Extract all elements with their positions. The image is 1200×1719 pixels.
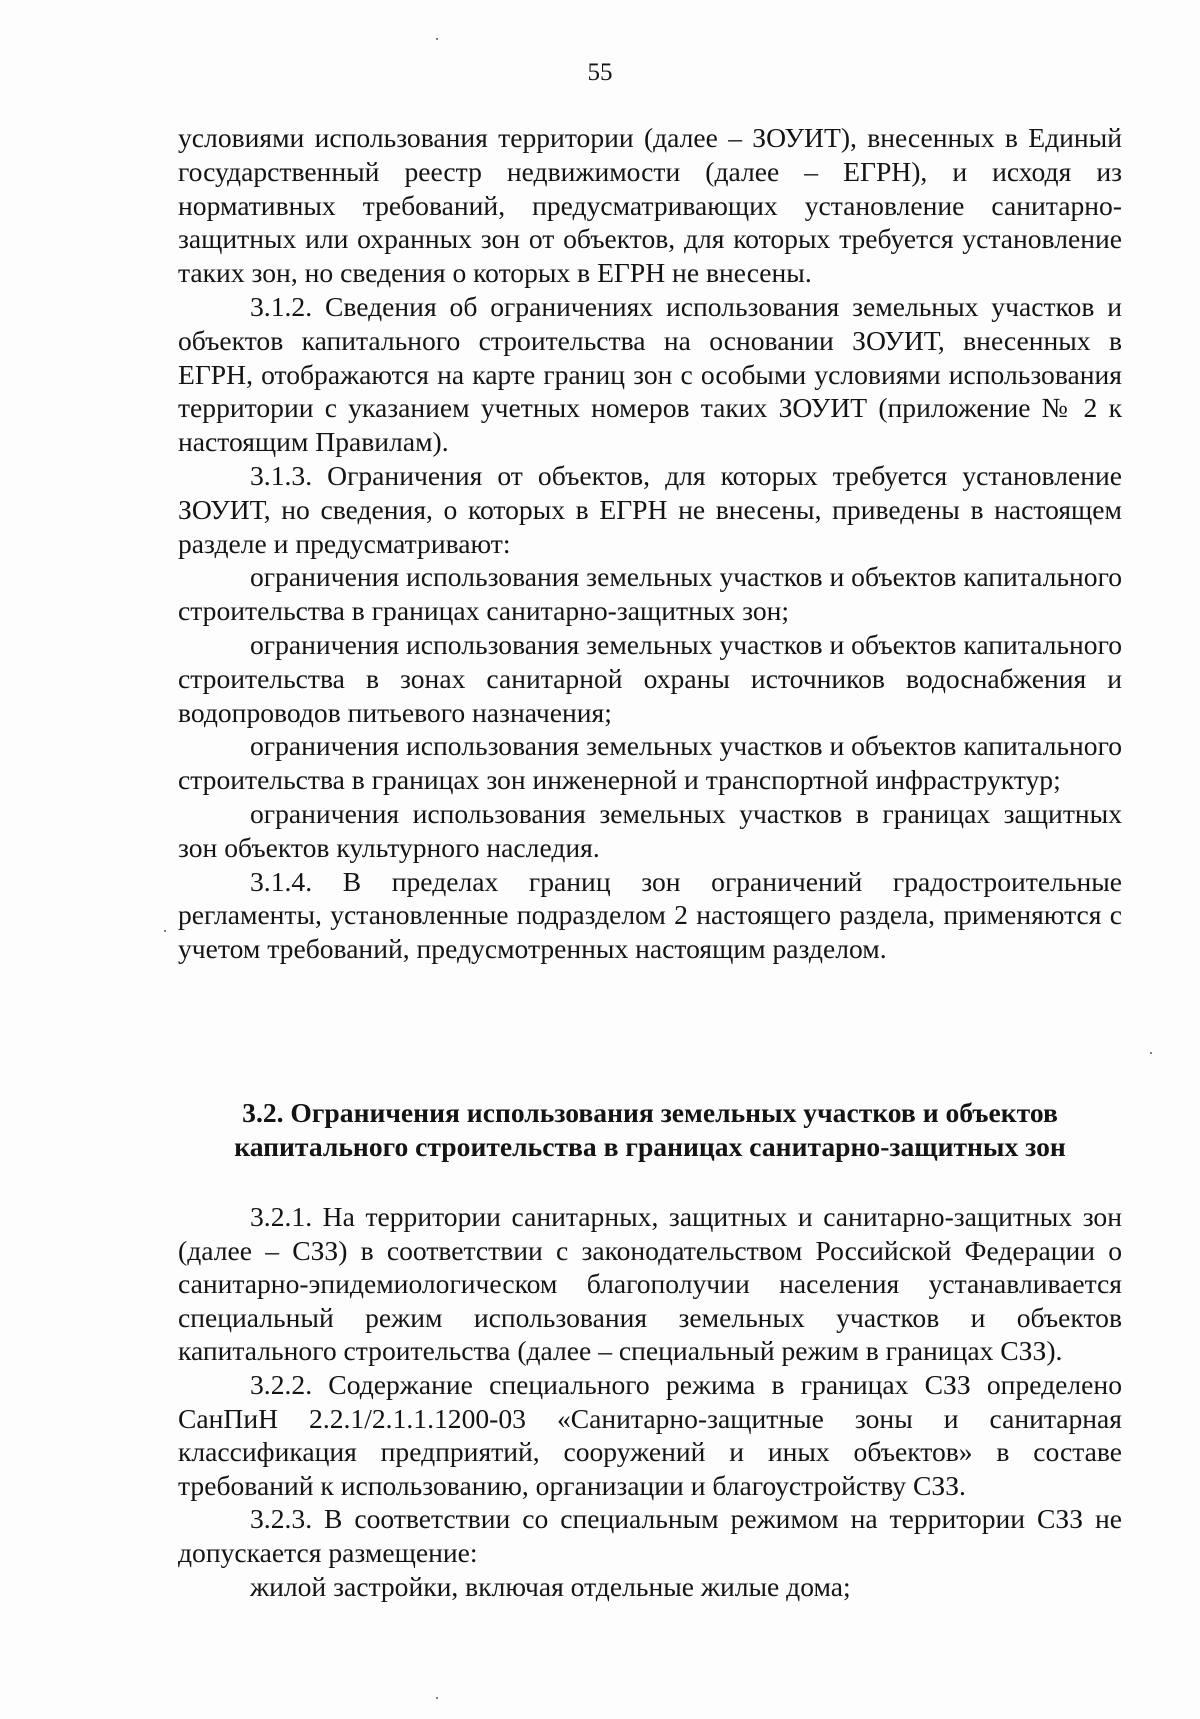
list-item-infrastructure: ограничения использования земельных участков и объектов капитального строительства в границах зон инженерной и транспортной инфраструктур; [178,730,1122,796]
list-item-cultural-heritage: ограничения использования земельных участков в границах защитных зон объектов культурного наследия. [178,797,1122,863]
paragraph-3-1-4: 3.1.4. В пределах границ зон ограничений градостроительные регламенты, установленные подразделом 2 настоящего раздела, применяются с учетом требований, предусмотренных настоящим разделом. [178,865,1122,965]
scan-speck [1150,1052,1152,1054]
scan-speck [164,930,166,932]
paragraph-3-2-2: 3.2.2. Содержание специального режима в границах СЗЗ определено СанПиН 2.2.1/2.1.1.1200-03 «Санитарно-защитные зоны и санитарная классификация предприятий, сооружений и иных объектов» в составе требований к использованию, организации и благоустройству СЗЗ. [178,1368,1122,1501]
body-text-section-3-1 [178,121,1122,966]
paragraph-3-2-1: 3.2.1. На территории санитарных, защитных и санитарно-защитных зон (далее – СЗЗ) в соответствии с законодательством Российской Федерации о санитарно-эпидемиологическом благополучии населения устанавливается специальный режим использования земельных участков и объектов капитального строительства (далее – специальный режим в границах СЗЗ). [178,1201,1122,1367]
scan-speck [436,38,438,40]
body-text-section-3-2 [178,1200,1122,1603]
paragraph-zouit-continuation: условиями использования территории (далее – ЗОУИТ), внесенных в Единый государственный реестр недвижимости (далее – ЕГРН), и исходя из нормативных требований, предусматривающих установление санитарно-защитных или охранных зон от объектов, для которых требуется установление таких зон, но сведения о которых в ЕГРН не внесены. [178,122,1122,289]
list-item-water-protection: ограничения использования земельных участков и объектов капитального строительства в зонах санитарной охраны источников водоснабжения и водопроводов питьевого назначения; [178,628,1122,728]
paragraph-3-1-2: 3.1.2. Сведения об ограничениях использования земельных участков и объектов капитального строительства на основании ЗОУИТ, внесенных в ЕГРН, отображаются на карте границ зон с особыми условиями использования территории с указанием учетных номеров таких ЗОУИТ (приложение № 2 к настоящим Правилам). [178,290,1122,458]
scan-speck [436,1697,438,1699]
list-item-residential: жилой застройки, включая отдельные жилые дома; [250,1570,851,1602]
paragraph-3-1-3: 3.1.3. Ограничения от объектов, для которых требуется установление ЗОУИТ, но сведения, о которых в ЕГРН не внесены, приведены в настоящем разделе и предусматривают: [178,459,1122,559]
list-item-sanitary-zones: ограничения использования земельных участков и объектов капитального строительства в границах санитарно-защитных зон; [178,561,1122,627]
heading-line-2: капитального строительства в границах санитарно-защитных зон [234,1131,1066,1162]
page-number: 55 [587,59,613,86]
paragraph-3-2-3: 3.2.3. В соответствии со специальным режимом на территории СЗЗ не допускается размещение: [178,1503,1122,1568]
section-heading-3-2 [178,1096,1122,1164]
heading-line-1: 3.2. Ограничения использования земельных участков и объектов [242,1097,1058,1128]
